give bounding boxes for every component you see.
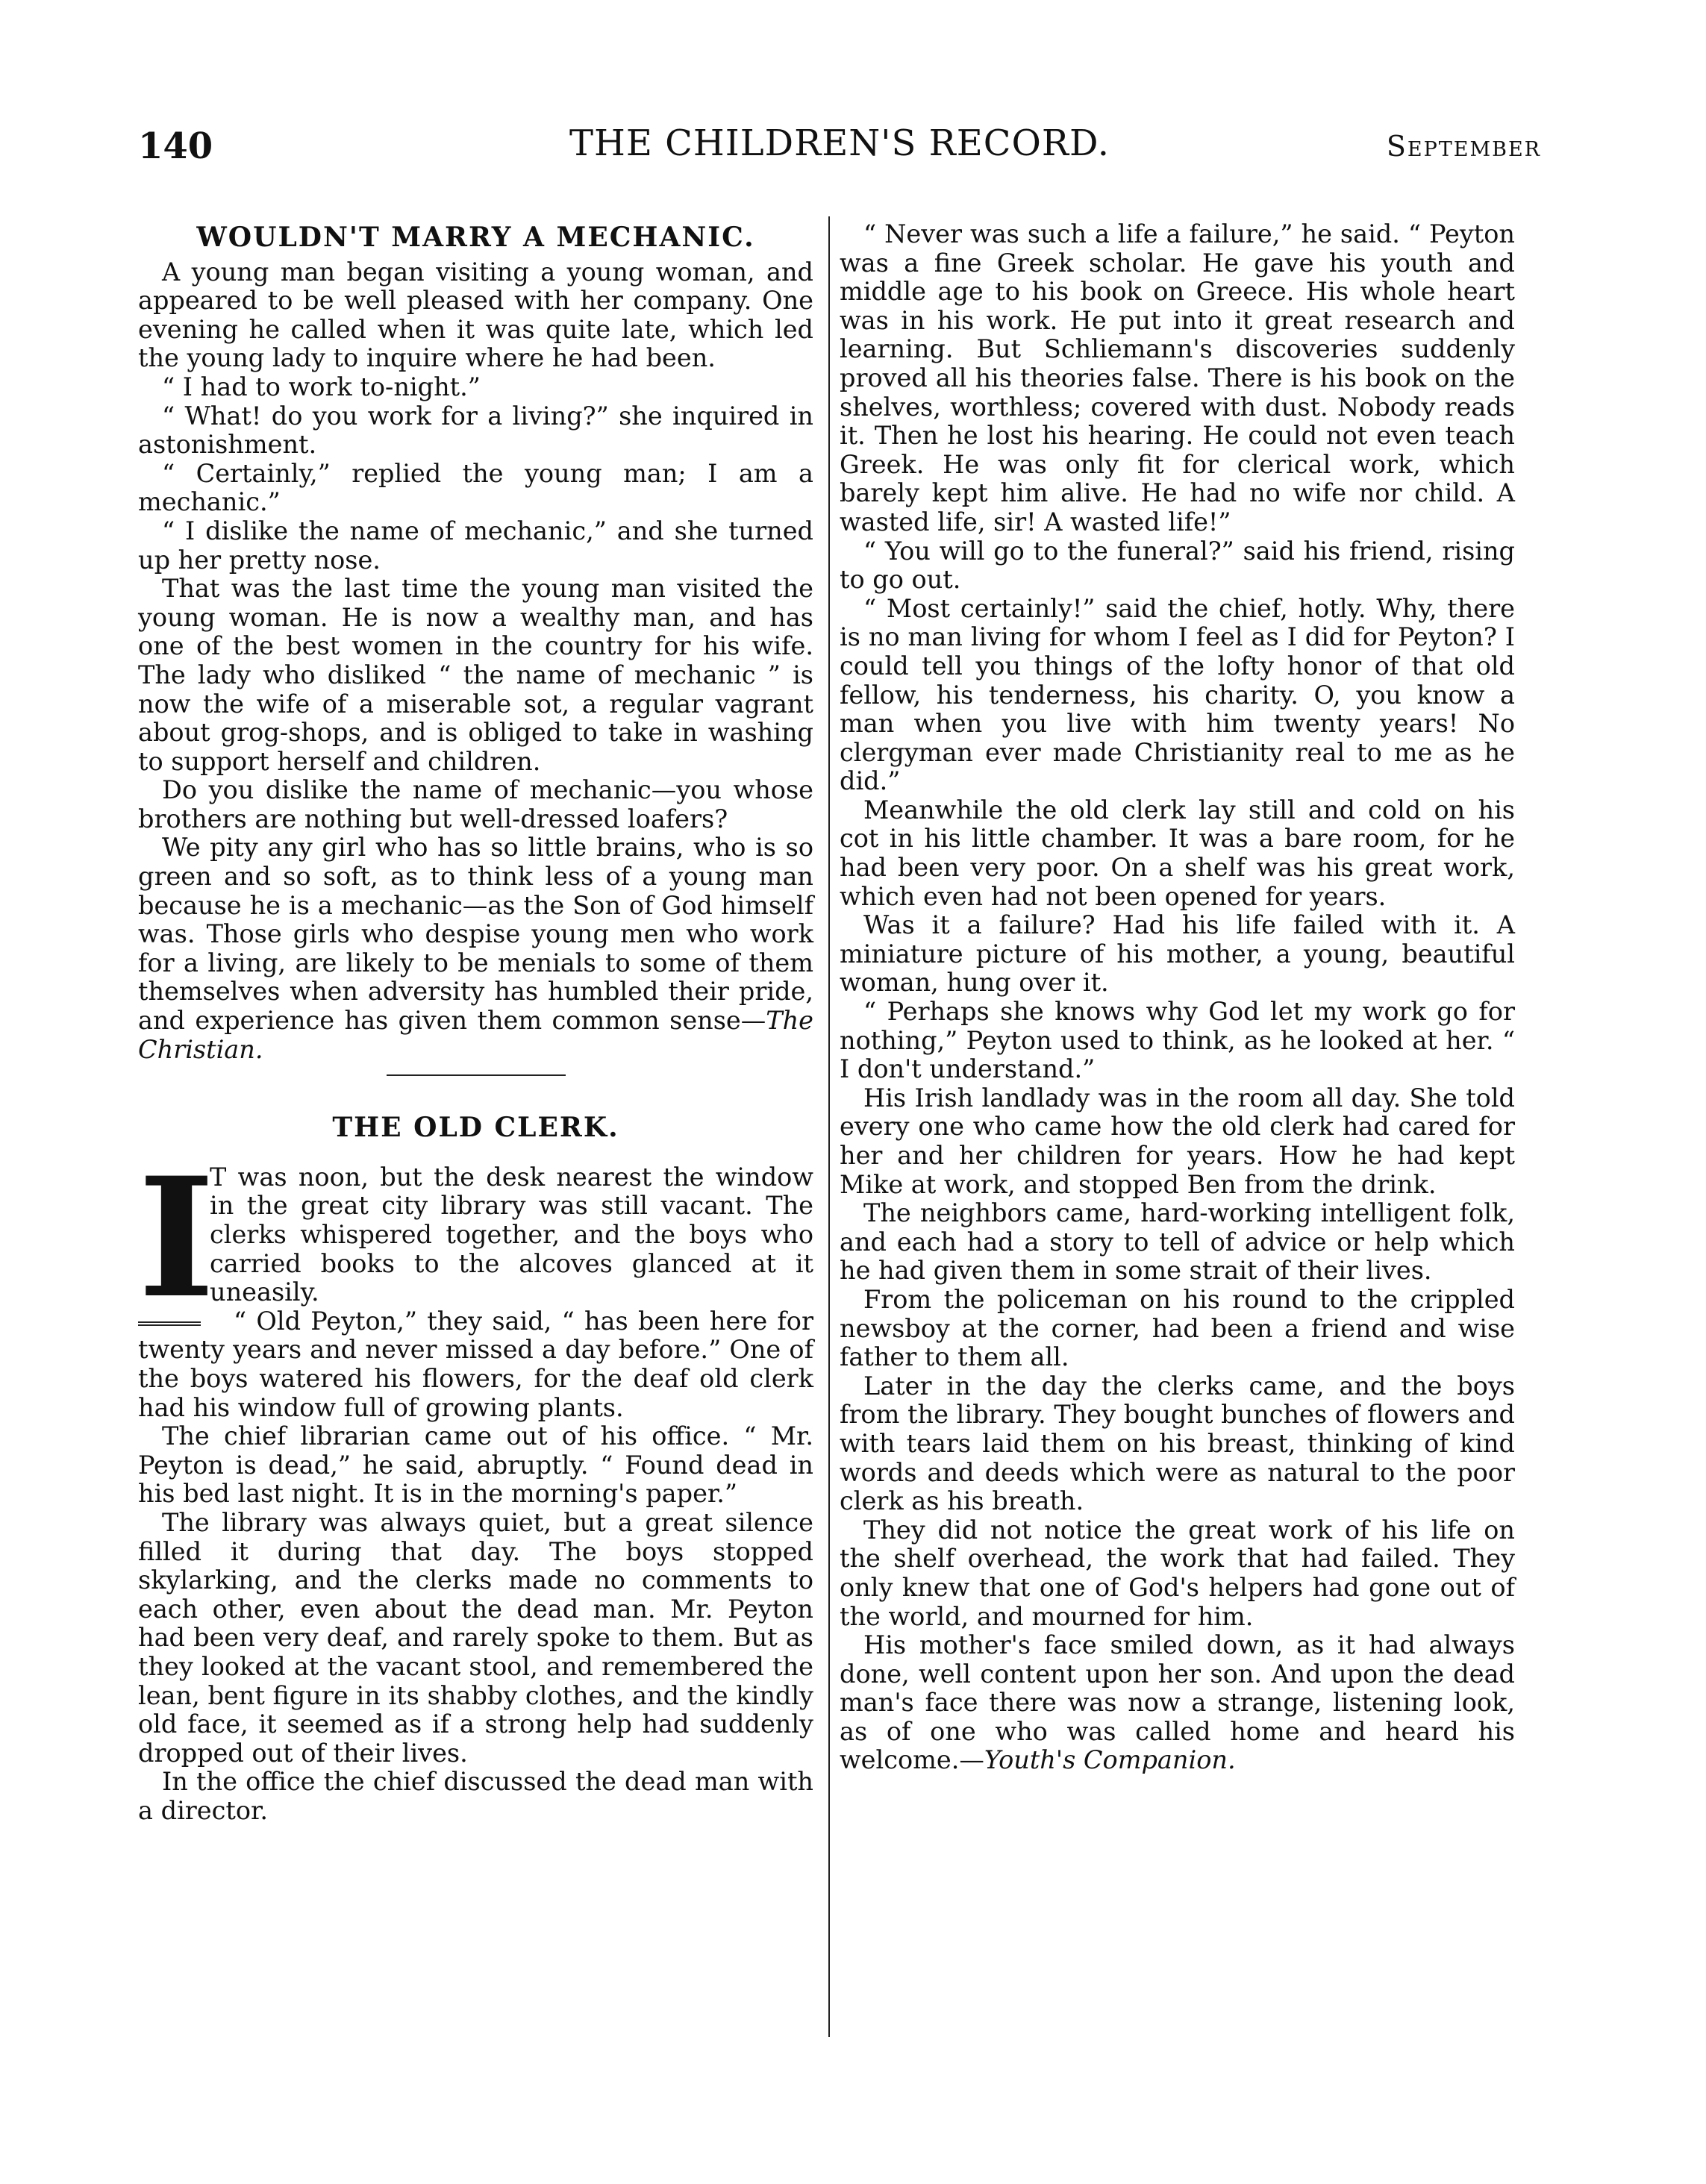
paragraph: “ I had to work to-night.” — [162, 372, 481, 401]
paragraph: “ What! do you work for a living?” she inquired in astonishment. — [138, 401, 813, 460]
paragraph: Was it a failure? Had his life failed with it. A miniature picture of his mother, a young, beautiful woman, hung over it. — [840, 910, 1515, 998]
paragraph: The neighbors came, hard-working intelligent folk, and each had a story to tell of advice or help which he had given them in some strait of their lives. — [840, 1198, 1515, 1286]
publication-title: THE CHILDREN'S RECORD. — [569, 122, 1110, 164]
paragraph: “ You will go to the funeral?” said his friend, rising to go out. — [840, 536, 1515, 595]
paragraph-text: His mother's face smiled down, as it had always done, well content upon her son. And upon the dead man's face there was now a strange, listening look, as of one who was called home and heard his welcome.— — [840, 1630, 1515, 1775]
paragraph: From the policeman on his round to the crippled newsboy at the corner, had been a friend and wise father to them all. — [840, 1284, 1515, 1372]
paragraph: They did not notice the great work of his life on the shelf overhead, the work that had failed. They only knew that one of God's helpers had gone out of the world, and mourned for him. — [840, 1515, 1515, 1631]
paragraph — [138, 833, 813, 1064]
paragraph: “ Perhaps she knows why God let my work go for nothing,” Peyton used to think, as he looked at her. “ I don't understand.” — [840, 997, 1515, 1084]
article-source: The Christian. — [138, 1006, 813, 1064]
right-column — [840, 220, 1515, 1775]
drop-cap-initial: I — [138, 1140, 215, 1334]
page-number: 140 — [138, 125, 213, 167]
paragraph-text: T was noon, but the desk nearest the window in the great city library was still vacant. The clerks whispered together, and the boys who carried books to the alcoves glanced at it uneasily. — [210, 1162, 813, 1307]
paragraph: Do you dislike the name of mechanic—you whose brothers are nothing but well-dressed loafers? — [138, 775, 813, 833]
paragraph: Later in the day the clerks came, and the boys from the library. They bought bunches of flowers and with tears laid them on his breast, thinking of kind words and deeds which were as natural to the poor clerk as his breath. — [840, 1371, 1515, 1516]
issue-month: September — [1386, 130, 1541, 163]
paragraph-text: We pity any girl who has so little brains, who is so green and so soft, as to think less of a young man because he is a mechanic—as the Son of God himself was. Those girls who despise young men who work for a living, are likely to be menials to some of them themselves when adversity has humbled their pride, and experience has given them common sense— — [138, 833, 813, 1036]
article-title-old-clerk: THE OLD CLERK. — [332, 1112, 619, 1144]
paragraph: “ Never was such a life a failure,” he said. “ Peyton was a fine Greek scholar. He gave his youth and middle age to his book on Greece. His whole heart was in his work. He put into it great research and learning. But Schliemann's discoveries suddenly proved all his theories false. There is his book on the shelves, worthless; covered with dust. Nobody reads it. Then he lost his hearing. He could not even teach Greek. He was only fit for clerical work, which barely kept him alive. He had no wife nor child. A wasted life, sir! A wasted life!” — [840, 219, 1515, 536]
article-source: Youth's Companion. — [984, 1745, 1236, 1775]
paragraph: His Irish landlady was in the room all day. She told every one who came how the old clerk had cared for her and her children for years. How he had kept Mike at work, and stopped Ben from the drink. — [840, 1083, 1515, 1199]
paragraph: The chief librarian came out of his office. “ Mr. Peyton is dead,” he said, abruptly. “ Found dead in his bed last night. It is in the morning's paper.” — [138, 1421, 813, 1509]
paragraph: Meanwhile the old clerk lay still and cold on his cot in his little chamber. It was a bare room, for he had been very poor. On a shelf was his great work, which even had not been opened for years. — [840, 795, 1515, 911]
article-separator — [387, 1074, 566, 1076]
paragraph: That was the last time the young man visited the young woman. He is now a wealthy man, and has one of the best women in the country for his wife. The lady who disliked “ the name of mechanic ” is now the wife of a miserable sot, a regular vagrant about grog-shops, and is obliged to take in washing to support herself and children. — [138, 574, 813, 776]
paragraph — [840, 1631, 1515, 1775]
column-divider — [828, 216, 830, 2037]
paragraph: A young man began visiting a young woman, and appeared to be well pleased with her company. One evening he called when it was quite late, which led the young lady to inquire where he had been. — [138, 257, 813, 373]
paragraph: “ I dislike the name of mechanic,” and she turned up her pretty nose. — [138, 516, 813, 575]
paragraph: The library was always quiet, but a great silence filled it during that day. The boys stopped skylarking, and the clerks made no comments to each other, even about the dead man. Mr. Peyton had been very deaf, and rarely spoke to them. But as they looked at the vacant stool, and remembered the lean, bent figure in its shabby clothes, and the kindly old face, it seemed as if a strong help had suddenly dropped out of their lives. — [138, 1507, 813, 1768]
opening-paragraph — [138, 1140, 813, 1334]
left-column — [138, 220, 813, 1825]
page-header — [138, 112, 1541, 179]
paragraph: “ Certainly,” replied the young man; I am a mechanic.” — [138, 458, 813, 517]
paragraph: In the office the chief discussed the dead man with a director. — [138, 1767, 813, 1825]
paragraph: “ Most certainly!” said the chief, hotly. Why, there is no man living for whom I feel as I did for Peyton? I could tell you things of the lofty honor of that old fellow, his tenderness, his charity. O, you know a man when you live with him twenty years! No clergyman ever made Christianity real to me as he did.” — [840, 593, 1515, 796]
paragraph: “ Old Peyton,” they said, “ has been here for twenty years and never missed a day before.” One of the boys watered his flowers, for the deaf old clerk had his window full of growing plants. — [138, 1306, 813, 1422]
article-title-mechanic: WOULDN'T MARRY A MECHANIC. — [196, 222, 755, 253]
